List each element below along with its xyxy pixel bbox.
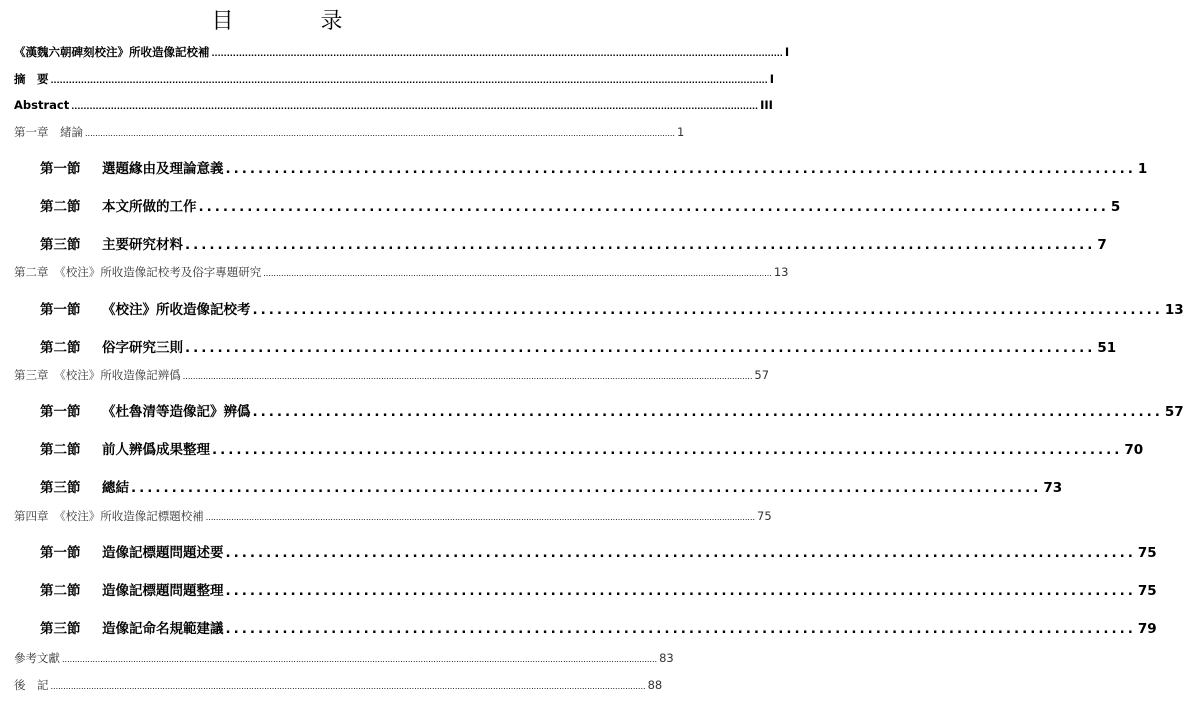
toc-entry-label: 前人辨僞成果整理 (102, 442, 210, 458)
leader-dots: ................................................................................................................ (185, 237, 1096, 253)
section-number: 第三節 (40, 480, 81, 496)
section-number: 第一節 (40, 302, 81, 318)
section-number: 第三節 (40, 237, 81, 253)
toc-section-2-2[interactable] (40, 338, 1117, 358)
toc-section-3-2[interactable] (40, 440, 1144, 460)
toc-chapter-2[interactable] (14, 264, 789, 282)
toc-entry-label: 造像記標題問題述要 (102, 545, 224, 561)
toc-entry-label: 總結 (102, 480, 129, 496)
toc-chapter-1[interactable] (14, 124, 685, 142)
toc-page-number: I (784, 45, 790, 59)
section-number: 第二節 (40, 340, 81, 356)
toc-entry-label: 《杜魯清等造像記》辨僞 (102, 404, 251, 420)
section-number: 第一節 (40, 404, 81, 420)
toc-page-number: 75 (1137, 545, 1157, 561)
section-number: 第三節 (40, 621, 81, 637)
toc-page-number: 13 (773, 265, 789, 279)
leader-dots: ................................................................................................................................................................................................................................ (182, 372, 753, 381)
toc-section-3-1[interactable] (40, 402, 1184, 422)
toc-entry-label: 後 記 (14, 678, 49, 692)
toc-page-number: 73 (1043, 480, 1063, 496)
toc-section-1-2[interactable] (40, 197, 1121, 217)
leader-dots: ................................................................................................................ (225, 161, 1136, 177)
toc-page-number: 70 (1124, 442, 1144, 458)
leader-dots: ............................................................................................................................................................................................................................................ (50, 76, 768, 85)
section-number: 第二節 (40, 199, 81, 215)
toc-entry-label: 第二章 《校注》所收造像記校考及俗字專題研究 (14, 265, 262, 279)
toc-chapter-4[interactable] (14, 508, 772, 526)
toc-page-number: 79 (1137, 621, 1157, 637)
toc-entry-label: 摘 要 (14, 72, 49, 86)
toc-entry-abstract-en[interactable] (14, 97, 773, 115)
leader-dots: .......................................................................................................................................................................................................................................... (50, 682, 646, 691)
toc-section-1-1[interactable] (40, 159, 1148, 179)
toc-section-4-3[interactable] (40, 619, 1157, 639)
leader-dots: ................................................................................................................ (198, 199, 1109, 215)
toc-page-number: III (760, 98, 773, 112)
toc-page-number: 7 (1097, 237, 1107, 253)
toc-entry-jiaobu[interactable] (14, 44, 790, 62)
toc-entry-label: 參考文獻 (14, 651, 60, 665)
toc-page-number: 88 (647, 678, 663, 692)
section-number: 第一節 (40, 545, 81, 561)
leader-dots: .................................................................................................................................................................................................................................. (71, 102, 759, 111)
toc-page-number: 57 (1164, 404, 1184, 420)
toc-entry-label: 第一章 緒論 (14, 125, 83, 139)
section-number: 第一節 (40, 161, 81, 177)
leader-dots: ................................................................................................................ (252, 404, 1163, 420)
toc-entry-label: 《漢魏六朝碑刻校注》所收造像記校補 (14, 45, 210, 59)
toc-entry-label: 主要研究材料 (102, 237, 183, 253)
leader-dots: ........................................................................................................................................................................................................................................ (85, 129, 675, 138)
toc-section-3-3[interactable] (40, 478, 1063, 498)
leader-dots: ................................................................................................................ (225, 621, 1136, 637)
leader-dots: ................................................................................................................ (225, 583, 1136, 599)
toc-page-number: 75 (1137, 583, 1157, 599)
toc-entry-label: 本文所做的工作 (102, 199, 197, 215)
toc-page-number: 57 (754, 368, 770, 382)
leader-dots: ................................................................................................................ (225, 545, 1136, 561)
leader-dots: ................................................................................................................ (252, 302, 1163, 318)
toc-page-number: I (769, 72, 774, 86)
toc-page-number: 75 (757, 509, 772, 523)
leader-dots: .......................................................................................................................................................................................................................................... (62, 655, 658, 664)
toc-entry-references[interactable] (14, 650, 674, 668)
toc-entry-afterword[interactable] (14, 677, 663, 695)
toc-entry-label: 造像記命名規範建議 (102, 621, 224, 637)
toc-page-number: 1 (676, 125, 685, 139)
toc-entry-label: 《校注》所收造像記校考 (102, 302, 251, 318)
leader-dots: ................................................................................................................ (185, 340, 1096, 356)
toc-page-number: 51 (1097, 340, 1117, 356)
page-title: 目 录 (211, 9, 383, 34)
toc-entry-label: 第三章 《校注》所收造像記辨僞 (14, 368, 181, 382)
toc-page-number: 83 (659, 651, 674, 665)
toc-page-number: 13 (1164, 302, 1184, 318)
toc-entry-label: Abstract (14, 98, 70, 112)
toc-section-4-2[interactable] (40, 581, 1157, 601)
toc-chapter-3[interactable] (14, 367, 770, 385)
section-number: 第二節 (40, 583, 81, 599)
leader-dots: ............................................................................................................................................................................................ (211, 49, 783, 58)
toc-page-number: 5 (1110, 199, 1121, 215)
leader-dots: ........................................................................................................................................................................................................ (263, 269, 772, 278)
leader-dots: ................................................................................................................ (131, 480, 1042, 496)
leader-dots: ................................................................................................................ (212, 442, 1123, 458)
toc-entry-label: 第四章 《校注》所收造像記標題校補 (14, 509, 204, 523)
toc-page-number: 1 (1137, 161, 1148, 177)
toc-section-4-1[interactable] (40, 543, 1157, 563)
toc-entry-abstract-cn[interactable] (14, 71, 774, 89)
toc-entry-label: 造像記標題問題整理 (102, 583, 224, 599)
leader-dots: ........................................................................................................................................................................................................................ (205, 513, 756, 522)
toc-section-1-3[interactable] (40, 235, 1107, 255)
section-number: 第二節 (40, 442, 81, 458)
toc-section-2-1[interactable] (40, 300, 1184, 320)
toc-entry-label: 選題緣由及理論意義 (102, 161, 224, 177)
toc-entry-label: 俗字研究三則 (102, 340, 183, 356)
